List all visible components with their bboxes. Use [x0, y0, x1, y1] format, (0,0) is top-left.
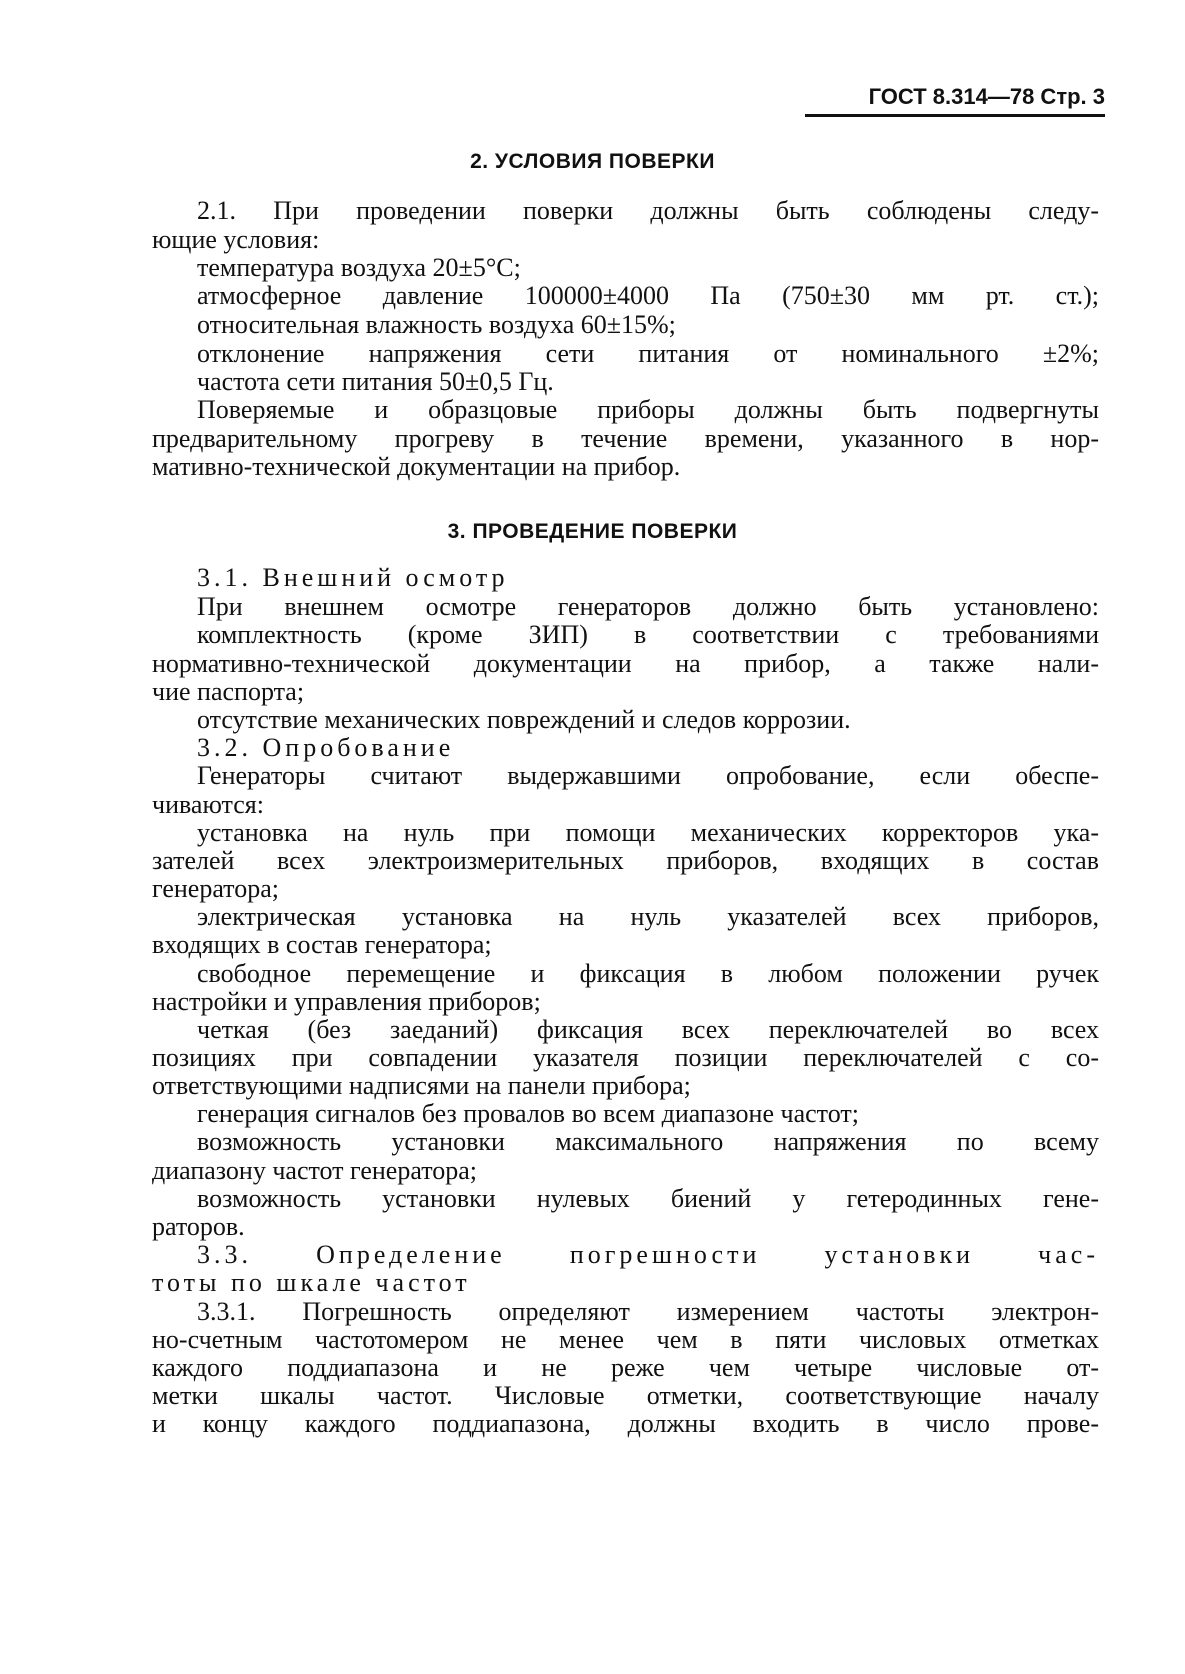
text-line: относительная влажность воздуха 60±15%; — [197, 310, 676, 339]
text-line: генерация сигналов без провалов во всем диапазоне частот; — [197, 1099, 859, 1128]
text-line: Генераторы считают выдержавшими опробование, если обеспе- — [197, 761, 1099, 790]
subsection-heading: 3.1. Внешний осмотр — [197, 563, 509, 592]
subsection-heading: 3.3. Определение погрешности установки час- — [197, 1240, 1099, 1269]
subsection-heading: тоты по шкале частот — [152, 1268, 471, 1297]
text-line: При внешнем осмотре генераторов должно быть установлено: — [197, 592, 1099, 621]
text-line: отклонение напряжения сети питания от номинального ±2%; — [197, 339, 1099, 368]
text-line: мативно-технической документации на прибор. — [152, 452, 681, 481]
text-line: зателей всех электроизмерительных приборов, входящих в состав — [152, 846, 1099, 875]
text-line: каждого поддиапазона и не реже чем четыре числовые от- — [152, 1353, 1099, 1382]
section-2-title: 2. УСЛОВИЯ ПОВЕРКИ — [470, 150, 715, 173]
text-line: чиваются: — [152, 790, 264, 819]
text-line: комплектность (кроме ЗИП) в соответствии с требованиями — [197, 620, 1099, 649]
text-line: метки шкалы частот. Числовые отметки, соответствующие началу — [152, 1381, 1099, 1410]
text-line: атмосферное давление 100000±4000 Па (750±30 мм рт. ст.); — [197, 281, 1099, 310]
text-line: свободное перемещение и фиксация в любом положении ручек — [197, 959, 1099, 988]
text-line: нормативно-технической документации на прибор, а также нали- — [152, 649, 1099, 678]
text-line: частота сети питания 50±0,5 Гц. — [197, 367, 554, 396]
text-line: возможность установки максимального напряжения по всему — [197, 1127, 1099, 1156]
text-line: 2.1. При проведении поверки должны быть соблюдены следу- — [197, 196, 1099, 225]
text-line: возможность установки нулевых биений у гетеродинных гене- — [197, 1184, 1099, 1213]
text-line: ющие условия: — [152, 225, 320, 254]
text-line: и концу каждого поддиапазона, должны входить в число прове- — [152, 1409, 1099, 1438]
text-line: 3.3.1. Погрешность определяют измерением частоты электрон- — [197, 1297, 1099, 1326]
text-line: ответствующими надписями на панели прибора; — [152, 1071, 691, 1100]
text-line: четкая (без заеданий) фиксация всех переключателей во всех — [197, 1015, 1099, 1044]
text-line: отсутствие механических повреждений и следов коррозии. — [197, 705, 851, 734]
text-line: установка на нуль при помощи механических корректоров ука- — [197, 818, 1099, 847]
text-line: диапазону частот генератора; — [152, 1156, 477, 1185]
text-line: электрическая установка на нуль указателей всех приборов, — [197, 902, 1099, 931]
text-line: Поверяемые и образцовые приборы должны быть подвергнуты — [197, 395, 1099, 424]
text-line: настройки и управления приборов; — [152, 987, 541, 1016]
text-line: раторов. — [152, 1212, 245, 1241]
text-line: предварительному прогреву в течение времени, указанного в нор- — [152, 424, 1099, 453]
subsection-heading: 3.2. Опробование — [197, 733, 455, 762]
text-line: генератора; — [152, 874, 279, 903]
text-line: температура воздуха 20±5°С; — [197, 253, 521, 282]
text-line: входящих в состав генератора; — [152, 930, 492, 959]
section-3-title: 3. ПРОВЕДЕНИЕ ПОВЕРКИ — [447, 520, 738, 543]
text-line: чие паспорта; — [152, 677, 305, 706]
text-line: позициях при совпадении указателя позиции переключателей с со- — [152, 1043, 1099, 1072]
text-line: но-счетным частотомером не менее чем в пяти числовых отметках — [152, 1325, 1099, 1354]
page-header: ГОСТ 8.314—78 Стр. 3 — [805, 84, 1105, 117]
